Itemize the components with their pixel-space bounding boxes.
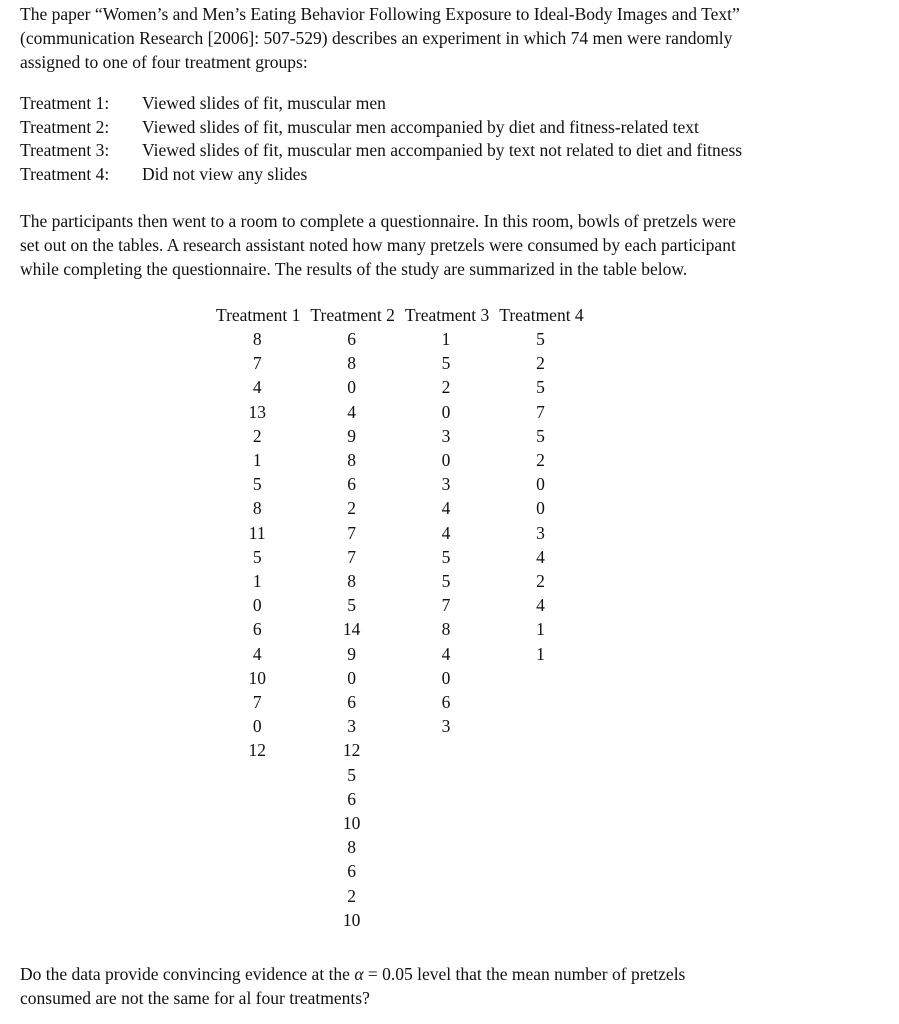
intro-line-3: assigned to one of four treatment groups: (20, 52, 308, 72)
table-cell-treatment-1 (210, 859, 304, 883)
table-row (210, 787, 588, 811)
treatment-label: Treatment 3: (20, 140, 110, 160)
table-cell-treatment-2: 6 (347, 692, 356, 713)
table-cell-treatment-2: 9 (347, 643, 356, 664)
table-cell-treatment-3 (399, 763, 493, 787)
table-cell-treatment-1 (210, 908, 304, 932)
table-cell-treatment-1: 4 (252, 377, 262, 398)
table-cell-treatment-4 (493, 690, 587, 714)
table-row (210, 521, 588, 545)
table-cell-treatment-1 (210, 835, 304, 859)
table-cell-treatment-1: 1 (252, 571, 262, 592)
table-cell-treatment-4 (493, 787, 587, 811)
table-cell-treatment-2: 0 (347, 667, 356, 688)
table-cell-treatment-4: 1 (536, 619, 545, 640)
column-header-treatment-1: Treatment 1 (216, 305, 301, 325)
table-cell-treatment-2: 5 (347, 764, 356, 785)
table-cell-treatment-4 (493, 859, 587, 883)
intro-paragraph (20, 2, 740, 74)
column-header-treatment-2: Treatment 2 (310, 305, 395, 325)
procedure-line-1: The participants then went to a room to complete a questionnaire. In this room, bowls of pretzels were (20, 211, 736, 231)
table-row (210, 835, 588, 859)
table-cell-treatment-1: 7 (252, 692, 262, 713)
table-row (210, 714, 588, 738)
table-cell-treatment-2: 14 (342, 619, 361, 640)
table-cell-treatment-2: 4 (347, 401, 356, 422)
table-cell-treatment-4 (493, 908, 587, 932)
table-cell-treatment-1 (210, 787, 304, 811)
table-cell-treatment-2: 8 (347, 450, 356, 471)
table-row (210, 569, 588, 593)
table-cell-treatment-2: 7 (347, 546, 356, 567)
table-cell-treatment-3: 4 (441, 643, 451, 664)
table-cell-treatment-2: 8 (347, 571, 356, 592)
table-row (210, 859, 588, 883)
table-cell-treatment-3: 5 (441, 353, 451, 374)
procedure-line-3: while completing the questionnaire. The results of the study are summarized in the table below. (20, 259, 688, 279)
table-cell-treatment-1: 13 (248, 401, 266, 422)
table-body (210, 327, 588, 932)
table-cell-treatment-4: 5 (536, 377, 545, 398)
table-cell-treatment-3: 3 (441, 474, 451, 495)
table-cell-treatment-4: 4 (536, 595, 545, 616)
table-row (210, 351, 588, 375)
table-cell-treatment-3: 4 (441, 498, 451, 519)
treatment-item (20, 116, 742, 140)
table-row (210, 884, 588, 908)
table-cell-treatment-4 (493, 884, 587, 908)
table-row (210, 472, 588, 496)
table-cell-treatment-4: 7 (536, 401, 545, 422)
table-row (210, 375, 588, 399)
treatment-item (20, 92, 742, 116)
table-cell-treatment-1: 12 (248, 740, 266, 761)
table-cell-treatment-2: 5 (347, 595, 356, 616)
procedure-line-2: set out on the tables. A research assistant noted how many pretzels were consumed by each participant (20, 235, 736, 255)
table-cell-treatment-1: 8 (252, 329, 262, 349)
table-cell-treatment-1 (210, 811, 304, 835)
table-cell-treatment-3 (399, 859, 493, 883)
treatment-list (20, 92, 742, 186)
table-cell-treatment-3: 0 (441, 450, 451, 471)
table-cell-treatment-3 (399, 738, 493, 762)
table-row (210, 327, 588, 351)
table-cell-treatment-2: 2 (347, 885, 356, 906)
table-cell-treatment-1: 5 (252, 474, 262, 495)
table-cell-treatment-4: 2 (536, 450, 545, 471)
table-row (210, 811, 588, 835)
table-cell-treatment-1: 5 (252, 546, 262, 567)
table-row (210, 763, 588, 787)
table-cell-treatment-2: 10 (342, 813, 361, 834)
alpha-symbol: α (354, 964, 364, 984)
table-row (210, 424, 588, 448)
table-header-row (210, 303, 588, 327)
treatment-item (20, 163, 742, 187)
treatment-label: Treatment 1: (20, 93, 110, 113)
table-row (210, 448, 588, 472)
table-cell-treatment-3 (399, 811, 493, 835)
table-cell-treatment-3: 2 (441, 377, 451, 398)
column-header-treatment-4: Treatment 4 (499, 305, 584, 325)
table-cell-treatment-4: 4 (536, 546, 545, 567)
table-cell-treatment-4: 2 (536, 353, 545, 374)
table-cell-treatment-4 (493, 811, 587, 835)
procedure-paragraph (20, 209, 736, 281)
table-cell-treatment-3: 3 (441, 425, 451, 446)
table-cell-treatment-4 (493, 738, 587, 762)
table-cell-treatment-4: 0 (536, 498, 545, 519)
table-cell-treatment-3: 6 (441, 692, 451, 713)
table-cell-treatment-4: 5 (536, 425, 545, 446)
table-cell-treatment-4 (493, 666, 587, 690)
table-cell-treatment-1: 0 (252, 716, 262, 737)
table-cell-treatment-1: 1 (252, 450, 262, 471)
table-cell-treatment-1: 0 (252, 595, 262, 616)
table-cell-treatment-2: 6 (347, 788, 356, 809)
table-row (210, 545, 588, 569)
table-cell-treatment-4: 1 (536, 643, 545, 664)
table-cell-treatment-1: 2 (252, 425, 262, 446)
table-cell-treatment-2: 12 (342, 740, 361, 761)
table-cell-treatment-4: 3 (536, 522, 545, 543)
table-cell-treatment-1: 6 (252, 619, 262, 640)
table-row (210, 400, 588, 424)
treatment-label: Treatment 4: (20, 163, 110, 184)
table-row (210, 593, 588, 617)
treatment-description: Viewed slides of fit, muscular men accompanied by text not related to diet and fitness (142, 140, 743, 160)
table-cell-treatment-2: 0 (347, 377, 356, 398)
table-cell-treatment-3: 8 (441, 619, 451, 640)
table-cell-treatment-1: 4 (252, 643, 262, 664)
column-header-treatment-3: Treatment 3 (404, 305, 490, 325)
table-cell-treatment-3: 0 (441, 401, 451, 422)
table-cell-treatment-2: 3 (347, 716, 356, 737)
table-cell-treatment-4 (493, 714, 587, 738)
table-cell-treatment-3 (399, 908, 493, 932)
table-cell-treatment-2: 6 (347, 474, 356, 495)
table-row (210, 642, 588, 666)
intro-line-1: The paper “Women’s and Men’s Eating Behavior Following Exposure to Ideal-Body Images and Text” (20, 4, 740, 24)
table-cell-treatment-4: 0 (536, 474, 545, 495)
table-cell-treatment-3: 0 (441, 667, 451, 688)
table-row (210, 617, 588, 641)
table-cell-treatment-2: 2 (347, 498, 356, 519)
table-cell-treatment-1: 7 (252, 353, 262, 374)
pretzel-data-table (210, 303, 588, 932)
table-cell-treatment-4 (493, 763, 587, 787)
treatment-description: Viewed slides of fit, muscular men (142, 93, 386, 113)
table-cell-treatment-3 (399, 787, 493, 811)
table-cell-treatment-3 (399, 835, 493, 859)
question-text-after: = 0.05 level that the mean number of pretzels (367, 964, 686, 984)
table-row (210, 908, 588, 932)
table-cell-treatment-3 (399, 884, 493, 908)
table-cell-treatment-4: 2 (536, 571, 545, 592)
table-cell-treatment-1: 11 (248, 522, 266, 543)
treatment-description: Viewed slides of fit, muscular men accompanied by diet and fitness-related text (142, 116, 699, 137)
table-cell-treatment-1 (210, 763, 304, 787)
table-cell-treatment-2: 9 (347, 425, 356, 446)
table-row (210, 496, 588, 520)
treatment-description: Did not view any slides (142, 163, 308, 184)
table-cell-treatment-1: 8 (252, 498, 262, 519)
table-cell-treatment-2: 8 (347, 353, 356, 374)
table-cell-treatment-1 (210, 884, 304, 908)
question-text-before: Do the data provide convincing evidence at the (20, 964, 350, 984)
table-row (210, 666, 588, 690)
table-cell-treatment-2: 8 (347, 837, 356, 858)
table-cell-treatment-3: 7 (441, 595, 451, 616)
table-row (210, 690, 588, 714)
table-cell-treatment-2: 10 (342, 909, 361, 930)
treatment-label: Treatment 2: (20, 116, 110, 137)
table-cell-treatment-4: 5 (536, 329, 545, 349)
table-cell-treatment-3: 1 (441, 329, 451, 349)
question-line-2: consumed are not the same for al four treatments? (20, 988, 370, 1008)
table-cell-treatment-2: 7 (347, 522, 356, 543)
table-cell-treatment-3: 3 (441, 716, 451, 737)
question-paragraph (20, 962, 685, 1010)
table-cell-treatment-3: 5 (441, 546, 451, 567)
treatment-item (20, 139, 742, 163)
table-cell-treatment-2: 6 (347, 861, 356, 882)
table-row (210, 738, 588, 762)
table-cell-treatment-3: 4 (441, 522, 451, 543)
table-cell-treatment-4 (493, 835, 587, 859)
table-cell-treatment-2: 6 (347, 329, 356, 349)
table-cell-treatment-3: 5 (441, 571, 451, 592)
table-cell-treatment-1: 10 (248, 667, 266, 688)
intro-line-2: (communication Research [2006]: 507-529) describes an experiment in which 74 men were randomly (20, 28, 733, 48)
